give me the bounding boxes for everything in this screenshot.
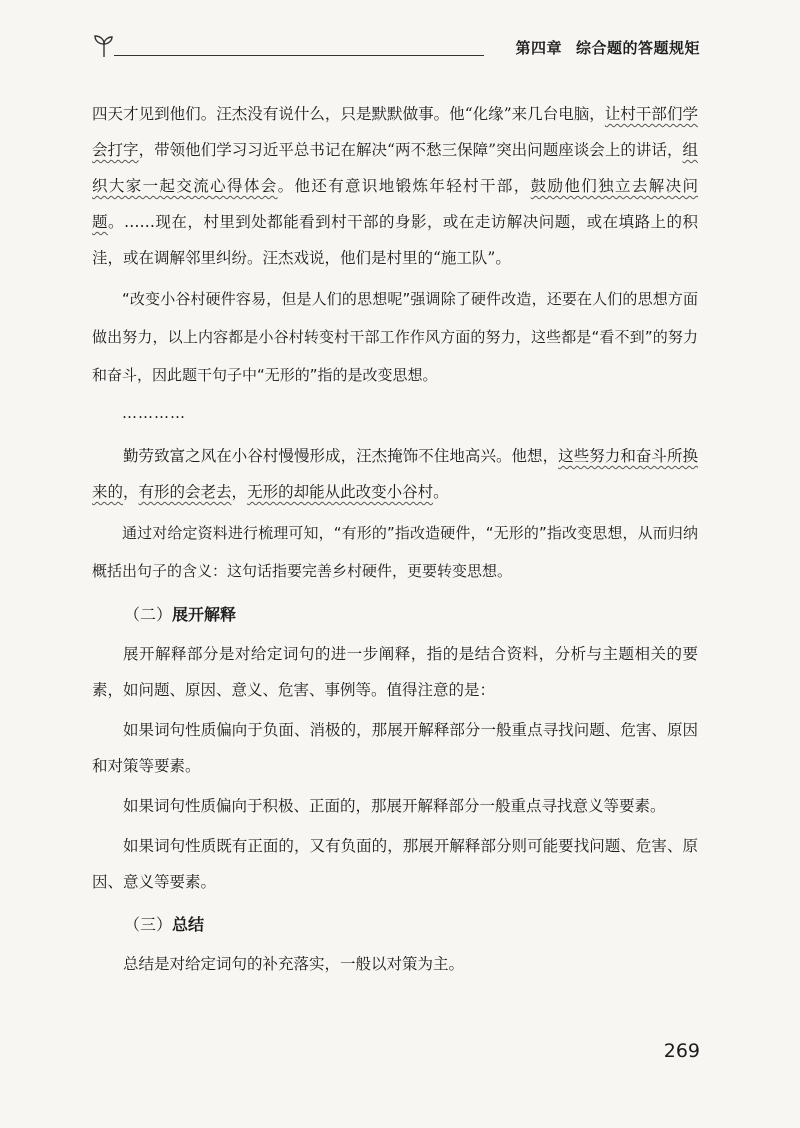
chapter-number: 第四章 [515,39,562,57]
chapter-title: 综合题的答题规矩 [575,39,700,57]
page-number: 269 [663,1040,700,1062]
chapter-heading [515,37,700,58]
underlined-phrase: 这些努力和奋斗所换来的 [92,447,698,501]
ellipsis: ………… [122,404,186,422]
running-header [92,28,700,62]
material-passage [92,96,698,276]
underlined-phrase: 鼓励他们独立去解决问题 [92,177,698,231]
body-paragraph: 如果词句性质偏向于负面、消极的，那展开解释部分一般重点寻找问题、危害、原因和对策等要素。 [92,721,698,775]
underlined-phrase: 无形的却能从此改变小谷村 [247,483,434,501]
passage-text: ， [231,483,248,501]
section-title: 展开解释 [172,605,237,624]
sprout-icon [92,32,116,58]
analysis-paragraph: “改变小谷村硬件容易，但是人们的思想呢”强调除了硬件改造，还要在人们的思想方面做出努力，以上内容都是小谷村转变村干部工作作风方面的努力，这些都是“看不到”的努力和奋斗，因此题干句子中“无形的”指的是改变思想。 [92,290,698,384]
passage-text: 。他还有意识地锻炼年轻村干部， [277,177,531,195]
section-heading [124,596,698,634]
underlined-phrase: 让村干部们学会打字 [92,105,698,159]
section-title: 总结 [172,915,205,934]
underlined-phrase: 组织大家一起交流心得体会 [92,141,698,195]
passage-text: ，带领他们学习习近平总书记在解决“两不愁三保障”突出问题座谈会上的讲话， [138,141,683,159]
passage-text: 。……现在，村里到处都能看到村干部的身影，或在走访解决问题，或在填路上的积洼，或在调解邻里纠纷。汪杰戏说，他们是村里的“施工队”。 [92,213,698,267]
passage-text: 四天才见到他们。汪杰没有说什么，只是默默做事。他“化缘”来几台电脑， [92,105,605,123]
body-paragraph: 总结是对给定词句的补充落实，一般以对策为主。 [123,955,465,973]
analysis-paragraph: 通过对给定资料进行梳理可知，“有形的”指改造硬件，“无形的”指改变思想，从而归纳概括出句子的含义：这句话指要完善乡村硬件，更要转变思想。 [92,524,698,580]
section-heading [124,906,698,944]
page-body [92,96,698,982]
underlined-phrase: 有形的会老去 [138,483,232,501]
body-paragraph: 如果词句性质偏向于积极、正面的，那展开解释部分一般重点寻找意义等要素。 [123,797,666,815]
passage-text: ， [123,483,139,501]
passage-text: 。 [433,483,449,501]
section-number: （三） [124,915,173,934]
body-paragraph: 如果词句性质既有正面的，又有负面的，那展开解释部分则可能要找问题、危害、原因、意义等要素。 [92,837,698,891]
body-paragraph: 展开解释部分是对给定词句的进一步阐释，指的是结合资料，分析与主题相关的要素，如问题、原因、意义、危害、事例等。值得注意的是： [92,645,698,699]
material-passage [92,438,698,510]
section-number: （二） [124,605,173,624]
passage-text: 勤劳致富之风在小谷村慢慢形成，汪杰掩饰不住地高兴。他想， [123,447,559,465]
header-rule [114,55,484,56]
